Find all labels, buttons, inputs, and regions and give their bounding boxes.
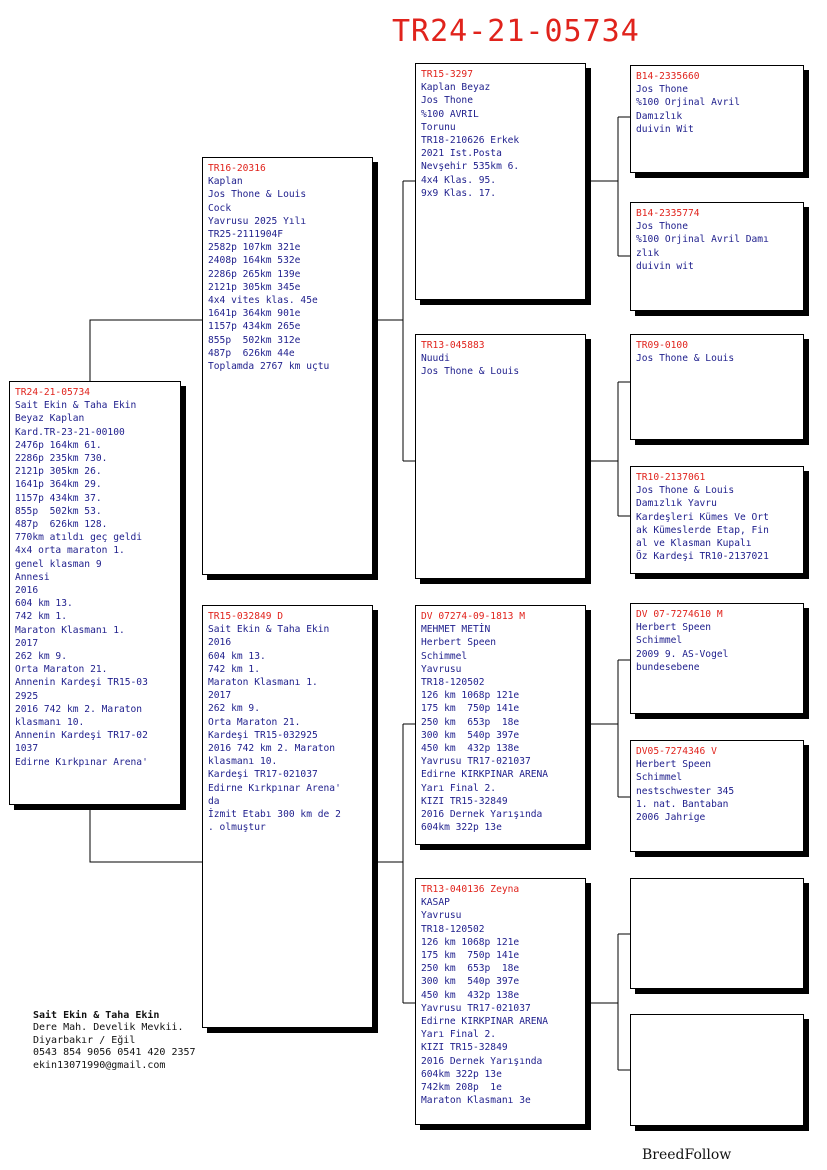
box-lines xyxy=(636,220,800,273)
box-line: 450 km 432p 138e xyxy=(421,989,520,1001)
box-line: Herbert Speen xyxy=(636,622,712,634)
box-line: Jos Thone & Louis xyxy=(421,366,520,378)
box-line: Kaplan xyxy=(208,176,243,188)
owner-city: Diyarbakır / Eğil xyxy=(33,1034,136,1046)
box-line: 9x9 Klas. 17. xyxy=(421,187,497,199)
box-line: 126 km 1068p 121e xyxy=(421,936,520,948)
box-line: genel klasman 9 xyxy=(15,558,102,570)
box-line: Sait Ekin & Taha Ekin xyxy=(15,400,137,412)
box-line: . olmuştur xyxy=(208,822,266,834)
box-line: 4x4 vites klas. 45e xyxy=(208,295,318,307)
box-line: klasmanı 10. xyxy=(15,717,85,729)
box-line: Toplamda 2767 km uçtu xyxy=(208,361,330,373)
box-line: duivin Wit xyxy=(636,123,694,135)
box-line: 1641p 364km 29. xyxy=(15,479,102,491)
box-line: 4x4 Klas. 95. xyxy=(421,174,497,186)
ring-number: DV 07274-09-1813 M xyxy=(421,611,525,622)
box-line: %100 Orjinal Avril xyxy=(636,97,740,109)
box-line: Edirne Kırkpınar Arena' xyxy=(15,756,148,768)
box-line: 2016 742 km 2. Maraton xyxy=(15,703,143,715)
box-line: da xyxy=(208,795,220,807)
box-line: Nevşehir 535km 6. xyxy=(421,161,520,173)
box-line: Kardeşi TR17-021037 xyxy=(208,769,318,781)
box-line: Damızlık xyxy=(636,110,683,122)
box-line: nestschwester 345 xyxy=(636,785,735,797)
box-line: Yarı Final 2. xyxy=(421,1029,497,1041)
box-line: 1157p 434km 37. xyxy=(15,492,102,504)
box-line: Jos Thone & Louis xyxy=(208,189,307,201)
box-line: 450 km 432p 138e xyxy=(421,743,520,755)
box-line: 4x4 orta maraton 1. xyxy=(15,545,125,557)
box-line: Nuudi xyxy=(421,353,450,365)
box-line: Maraton Klasmanı 1. xyxy=(15,624,125,636)
box-line: 2017 xyxy=(15,637,39,649)
box-line: 742 km 1. xyxy=(208,663,260,675)
owner-address: Dere Mah. Develik Mevkii. xyxy=(33,1022,184,1034)
pedigree-box-sss xyxy=(630,65,804,173)
box-line: Yavrusu xyxy=(421,663,462,675)
ring-number: B14-2335774 xyxy=(636,208,700,219)
box-lines xyxy=(636,484,800,563)
box-lines xyxy=(421,81,582,200)
box-line: 175 km 750p 141e xyxy=(421,950,520,962)
box-line: Orta Maraton 21. xyxy=(208,716,301,728)
box-line: 2286p 235km 730. xyxy=(15,453,108,465)
box-line: TR18-120502 xyxy=(421,677,485,689)
box-line: Edirne Kırkpınar Arena' xyxy=(208,782,341,794)
box-line: KIZI TR15-32849 xyxy=(421,795,508,807)
box-line: Kardeşleri Kümes Ve Ort xyxy=(636,511,769,523)
box-lines xyxy=(636,83,800,136)
box-line: 2121p 305km 345e xyxy=(208,281,301,293)
pedigree-title: TR24-21-05734 xyxy=(392,14,640,49)
box-line: %100 AVRIL xyxy=(421,108,479,120)
box-line: 262 km 9. xyxy=(15,651,67,663)
box-line: 2009 9. AS-Vogel xyxy=(636,648,729,660)
box-line: Schimmel xyxy=(636,635,683,647)
box-line: 2021 Ist.Posta xyxy=(421,148,502,160)
box-line: Annenin Kardeşi TR17-02 xyxy=(15,730,148,742)
box-line: TR18-210626 Erkek xyxy=(421,135,520,147)
box-line: Orta Maraton 21. xyxy=(15,664,108,676)
box-lines xyxy=(421,623,582,834)
box-line: Edirne KIRKPINAR ARENA xyxy=(421,769,549,781)
pedigree-box-sds xyxy=(630,334,804,440)
box-line: Yarı Final 2. xyxy=(421,782,497,794)
box-line: Yavrusu xyxy=(421,910,462,922)
box-line: 2408p 164km 532e xyxy=(208,255,301,267)
box-line: TR18-120502 xyxy=(421,923,485,935)
ring-number: TR16-20316 xyxy=(208,163,266,174)
box-line: 604 km 13. xyxy=(15,598,73,610)
box-line: 300 km 540p 397e xyxy=(421,976,520,988)
box-line: 126 km 1068p 121e xyxy=(421,690,520,702)
box-line: İzmit Etabı 300 km de 2 xyxy=(208,809,341,821)
box-line: 2006 Jahrige xyxy=(636,812,706,824)
pedigree-box-ssd xyxy=(630,202,804,311)
box-line: 742km 208p 1e xyxy=(421,1082,502,1094)
box-line: TR25-2111904F xyxy=(208,229,284,241)
box-line: %100 Orjinal Avril Damı xyxy=(636,234,769,246)
box-line: Kard.TR-23-21-00100 xyxy=(15,426,125,438)
box-line: ak Kümeslerde Etap, Fin xyxy=(636,524,769,536)
box-line: Yavrusu TR17-021037 xyxy=(421,756,531,768)
owner-info xyxy=(33,1010,196,1072)
box-line: 2017 xyxy=(208,690,232,702)
ring-number: TR10-2137061 xyxy=(636,472,706,483)
box-line: Yavrusu 2025 Yılı xyxy=(208,215,307,227)
box-line: Jos Thone xyxy=(421,95,473,107)
pedigree-box-dam xyxy=(202,605,373,1028)
box-line: duivin wit xyxy=(636,260,694,272)
box-line: Jos Thone & Louis xyxy=(636,485,735,497)
box-line: 2016 xyxy=(15,585,39,597)
pedigree-box-self xyxy=(9,381,181,805)
box-line: 855p 502km 53. xyxy=(15,505,102,517)
box-line: 604 km 13. xyxy=(208,650,266,662)
box-line: Edirne KIRKPINAR ARENA xyxy=(421,1016,549,1028)
box-line: 250 km 653p 18e xyxy=(421,963,520,975)
box-lines xyxy=(208,623,369,834)
box-line: Jos Thone xyxy=(636,84,688,96)
box-line: 2286p 265km 139e xyxy=(208,268,301,280)
box-lines xyxy=(421,896,582,1107)
box-line: 2925 xyxy=(15,690,39,702)
box-line: Sait Ekin & Taha Ekin xyxy=(208,624,330,636)
box-line: 250 km 653p 18e xyxy=(421,716,520,728)
box-line: Yavrusu TR17-021037 xyxy=(421,1002,531,1014)
box-line: KASAP xyxy=(421,897,450,909)
box-lines xyxy=(636,352,800,365)
pedigree-box-dss xyxy=(630,603,804,714)
box-line: Cock xyxy=(208,202,232,214)
pedigree-box-dam-dam xyxy=(415,878,586,1125)
ring-number: TR15-3297 xyxy=(421,69,473,80)
ring-number: DV05-7274346 V xyxy=(636,746,717,757)
box-line: 604km 322p 13e xyxy=(421,822,502,834)
box-line: 2582p 107km 321e xyxy=(208,242,301,254)
box-line: Maraton Klasmanı 1. xyxy=(208,677,318,689)
box-line: 1037 xyxy=(15,743,39,755)
box-line: 742 km 1. xyxy=(15,611,67,623)
box-line: Öz Kardeşi TR10-2137021 xyxy=(636,551,769,563)
box-line: 855p 502km 312e xyxy=(208,334,301,346)
box-line: 300 km 540p 397e xyxy=(421,729,520,741)
box-line: MEHMET METİN xyxy=(421,624,491,636)
box-lines xyxy=(636,758,800,824)
box-line: 604km 322p 13e xyxy=(421,1068,502,1080)
box-line: Schimmel xyxy=(421,650,468,662)
ring-number: DV 07-7274610 M xyxy=(636,609,723,620)
box-line: 1. nat. Bantaban xyxy=(636,798,729,810)
box-line: Kaplan Beyaz xyxy=(421,82,491,94)
pedigree-box-dsd xyxy=(630,740,804,852)
ring-number: B14-2335660 xyxy=(636,71,700,82)
pedigree-box-sire xyxy=(202,157,373,575)
box-line: 1641p 364km 901e xyxy=(208,308,301,320)
pedigree-box-sire-sire xyxy=(415,63,586,300)
box-line: 487p 626km 44e xyxy=(208,347,295,359)
box-line: 2016 xyxy=(208,637,232,649)
box-line: 175 km 750p 141e xyxy=(421,703,520,715)
box-line: 2476p 164km 61. xyxy=(15,439,102,451)
ring-number: TR13-040136 Zeyna xyxy=(421,884,520,895)
box-line: Schimmel xyxy=(636,772,683,784)
box-line: 487p 626km 128. xyxy=(15,519,108,531)
box-lines xyxy=(421,352,582,378)
box-line: 2016 Dernek Yarışında xyxy=(421,809,543,821)
box-line: 2016 Dernek Yarışında xyxy=(421,1055,543,1067)
pedigree-box-ddd xyxy=(630,1014,804,1126)
box-line: Jos Thone xyxy=(636,221,688,233)
ring-number: TR09-0100 xyxy=(636,340,688,351)
box-line: KIZI TR15-32849 xyxy=(421,1042,508,1054)
pedigree-box-dds xyxy=(630,878,804,989)
box-lines xyxy=(15,399,177,769)
box-line: Torunu xyxy=(421,121,456,133)
box-line: klasmanı 10. xyxy=(208,756,278,768)
box-line: Beyaz Kaplan xyxy=(15,413,85,425)
pedigree-box-dam-sire xyxy=(415,605,586,845)
owner-email: ekin13071990@gmail.com xyxy=(33,1059,166,1071)
box-line: Herbert Speen xyxy=(636,759,712,771)
box-lines xyxy=(636,621,800,674)
box-line: 1157p 434km 265e xyxy=(208,321,301,333)
ring-number: TR13-045883 xyxy=(421,340,485,351)
box-line: Annesi xyxy=(15,571,50,583)
box-line: 262 km 9. xyxy=(208,703,260,715)
box-line: Herbert Speen xyxy=(421,637,497,649)
box-line: Annenin Kardeşi TR15-03 xyxy=(15,677,148,689)
box-line: Kardeşi TR15-032925 xyxy=(208,729,318,741)
box-line: bundesebene xyxy=(636,661,700,673)
box-line: al ve Klasman Kupalı xyxy=(636,538,752,550)
box-line: Jos Thone & Louis xyxy=(636,353,735,365)
brand-logo-text: BreedFollow xyxy=(642,1147,732,1163)
ring-number: TR15-032849 D xyxy=(208,611,284,622)
pedigree-box-sire-dam xyxy=(415,334,586,579)
owner-name: Sait Ekin & Taha Ekin xyxy=(33,1010,160,1021)
ring-number: TR24-21-05734 xyxy=(15,387,91,398)
box-line: Maraton Klasmanı 3e xyxy=(421,1095,531,1107)
box-line: 770km atıldı geç geldi xyxy=(15,532,143,544)
box-line: 2121p 305km 26. xyxy=(15,466,102,478)
box-line: 2016 742 km 2. Maraton xyxy=(208,743,336,755)
pedigree-box-sdd xyxy=(630,466,804,574)
box-line: Damızlık Yavru xyxy=(636,498,717,510)
box-line: zlık xyxy=(636,247,660,259)
owner-phone: 0543 854 9056 0541 420 2357 xyxy=(33,1047,196,1059)
box-lines xyxy=(208,175,369,373)
